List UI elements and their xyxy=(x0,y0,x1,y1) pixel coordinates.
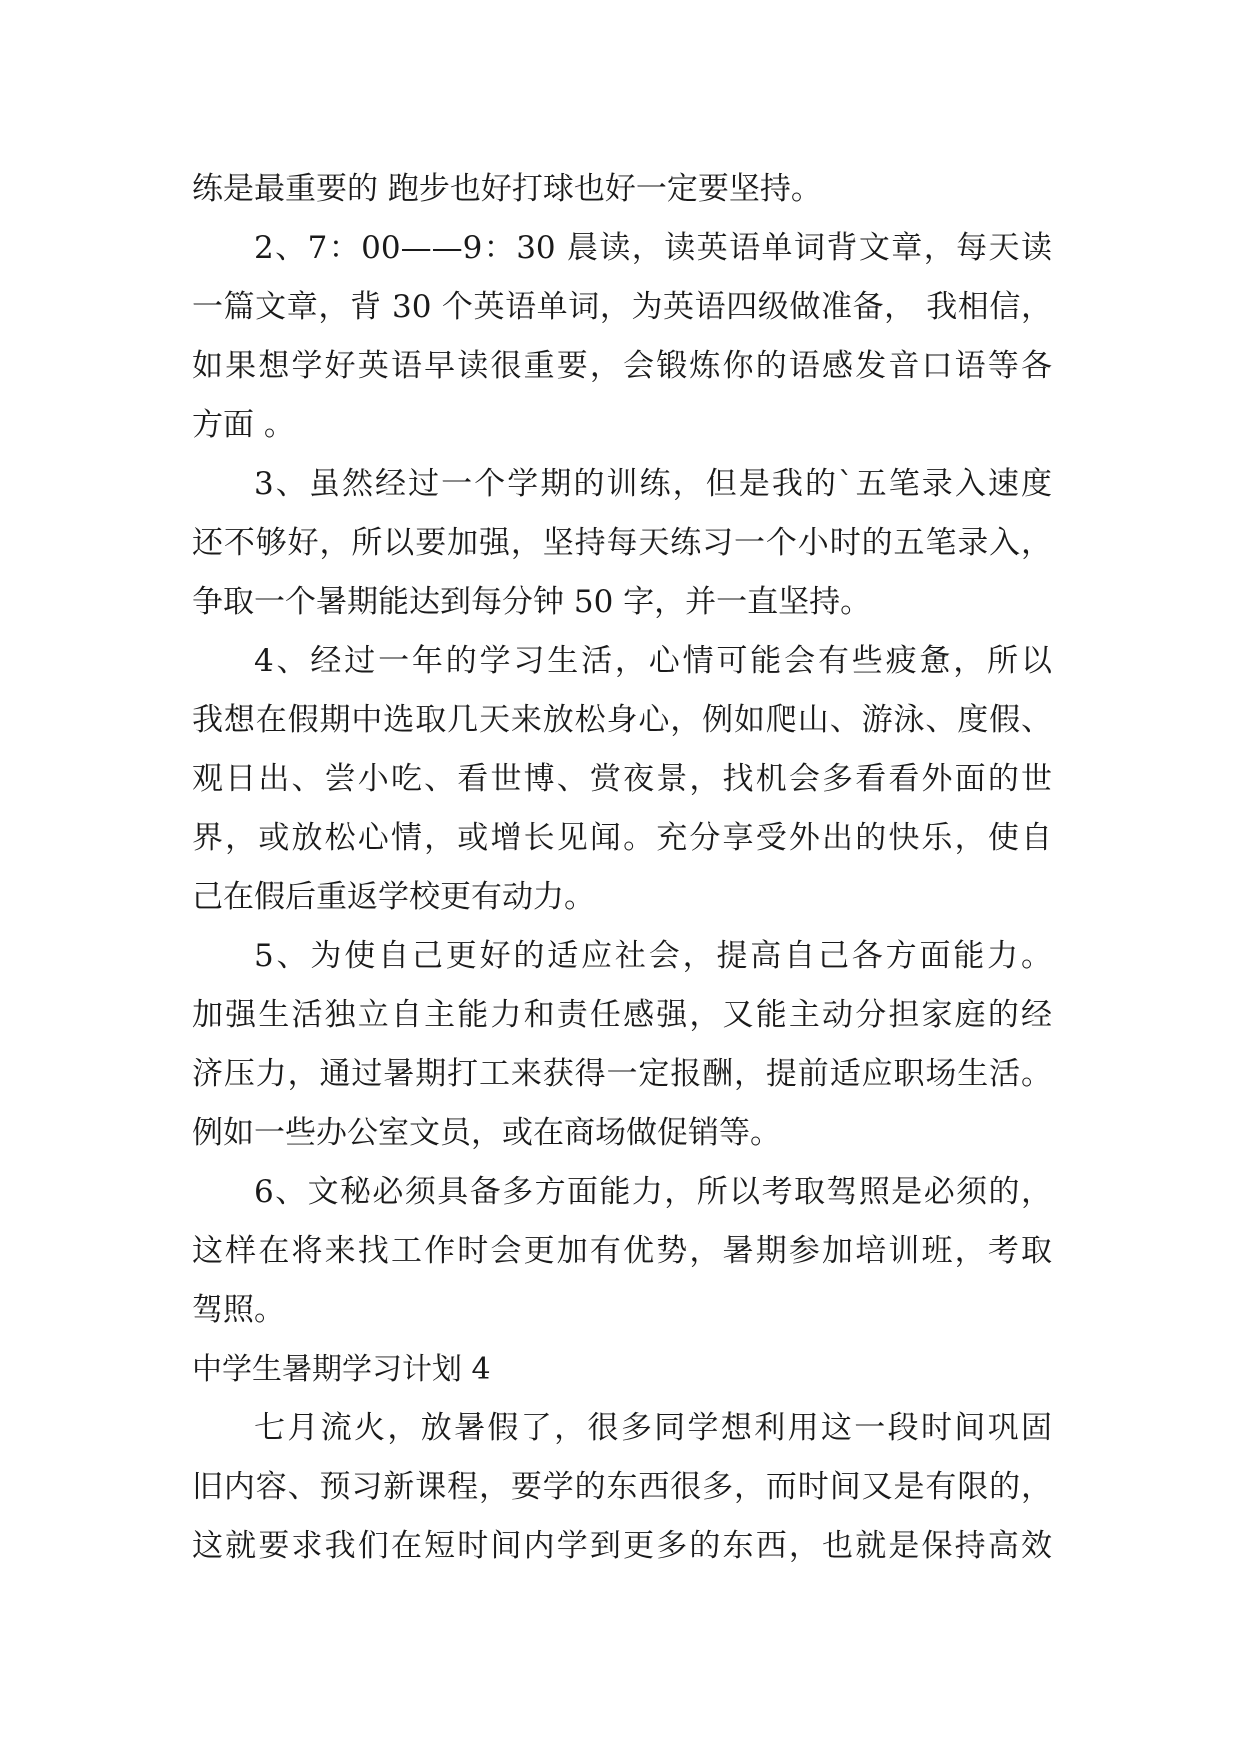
text-line: 我想在假期中选取几天来放松身心，例如爬山、游泳、度假、 xyxy=(192,702,1052,738)
text-line: 5、为使自己更好的适应社会，提高自己各方面能力。 xyxy=(254,938,1052,974)
text-line: 方面 。 xyxy=(192,407,295,443)
text-line: 驾照。 xyxy=(192,1292,285,1328)
text-line: 加强生活独立自主能力和责任感强，又能主动分担家庭的经 xyxy=(192,997,1052,1033)
text-line: 2、7：00——9：30 晨读，读英语单词背文章，每天读 xyxy=(254,230,1052,266)
text-line: 观日出、尝小吃、看世博、赏夜景，找机会多看看外面的世 xyxy=(192,761,1052,797)
text-line: 这样在将来找工作时会更加有优势，暑期参加培训班，考取 xyxy=(192,1233,1052,1269)
text-line: 练是最重要的 跑步也好打球也好一定要坚持。 xyxy=(192,171,822,207)
text-line: 3、虽然经过一个学期的训练，但是我的`五笔录入速度 xyxy=(254,466,1052,502)
text-line: 济压力，通过暑期打工来获得一定报酬，提前适应职场生活。 xyxy=(192,1056,1052,1092)
text-line: 如果想学好英语早读很重要，会锻炼你的语感发音口语等各 xyxy=(192,348,1052,384)
text-line: 界，或放松心情，或增长见闻。充分享受外出的快乐，使自 xyxy=(192,820,1052,856)
text-line: 4、经过一年的学习生活，心情可能会有些疲惫，所以 xyxy=(254,643,1052,679)
text-line: 这就要求我们在短时间内学到更多的东西，也就是保持高效 xyxy=(192,1528,1052,1564)
text-line: 己在假后重返学校更有动力。 xyxy=(192,879,595,915)
text-line: 七月流火，放暑假了，很多同学想利用这一段时间巩固 xyxy=(254,1410,1052,1446)
text-line: 还不够好，所以要加强，坚持每天练习一个小时的五笔录入， xyxy=(192,525,1052,561)
text-line: 例如一些办公室文员，或在商场做促销等。 xyxy=(192,1115,781,1151)
section-heading: 中学生暑期学习计划 4 xyxy=(192,1352,491,1387)
text-line: 旧内容、预习新课程，要学的东西很多，而时间又是有限的， xyxy=(192,1469,1052,1505)
document-page xyxy=(192,160,1052,1576)
text-line: 一篇文章，背 30 个英语单词，为英语四级做准备， 我相信， xyxy=(192,289,1052,325)
text-line: 6、文秘必须具备多方面能力，所以考取驾照是必须的， xyxy=(254,1174,1052,1210)
text-line: 争取一个暑期能达到每分钟 50 字，并一直坚持。 xyxy=(192,584,872,620)
